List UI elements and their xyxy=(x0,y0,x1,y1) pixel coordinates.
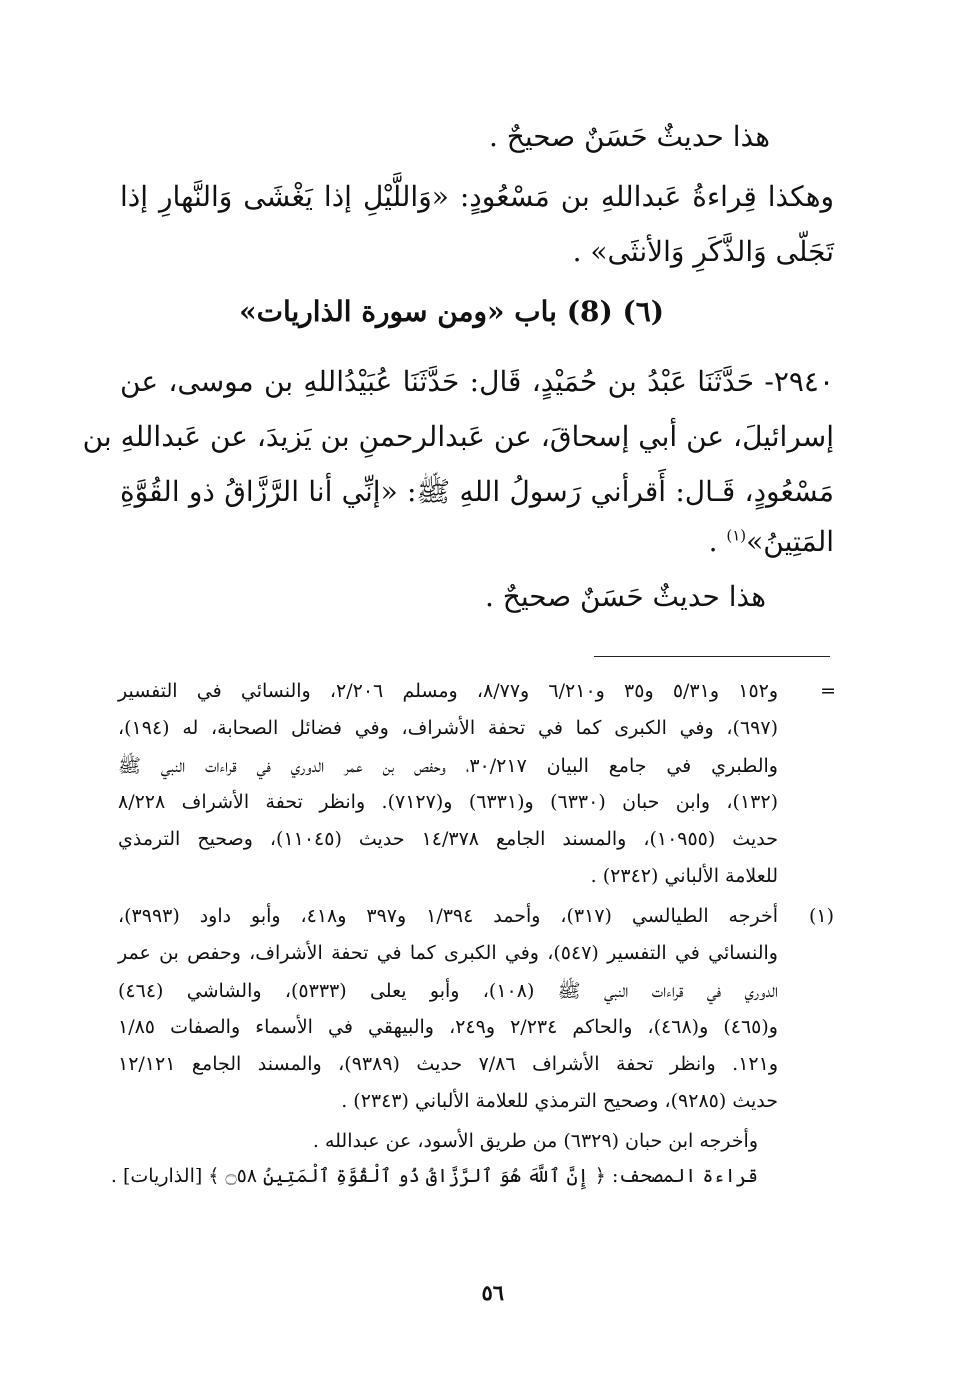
hadith-line-2: إسرائيلَ، عن أبي إسحاقَ، عن عَبدالرحمنِ بن يَزيدَ، عن عَبداللهِ بن xyxy=(82,420,834,453)
footnote-1-extra-2: قراءة المصحف: ﴿ إِنَّ ٱللَّهَ هُوَ ٱلرَّزَّاقُ ذُو ٱلْقُوَّةِ ٱلْمَتِينُ ۝٥٨ ﴾ [الذاريات] . xyxy=(110,1165,758,1187)
main-line-3: تَجَلّى وَالذَّكَرِ وَالأنثَى» . xyxy=(572,235,834,268)
hadith-line-3: مَسْعُودٍ، قَـال: أَقرأني رَسولُ اللهِ ﷺ: «إنِّي أنا الرَّزَّاقُ ذو القُوَّةِ xyxy=(120,475,834,508)
hadith-line-1: ٢٩٤٠- حَدَّثَنَا عَبْدُ بن حُمَيْدٍ، قَال: حَدَّثَنَا عُبَيْدُاللهِ بن موسى، عن xyxy=(120,365,834,398)
footnote-continuation-line: للعلامة الألباني (٢٣٤٢) . xyxy=(590,865,778,887)
footnote-1-line: والنسائي في التفسير (٥٤٧)، وفي الكبرى كما في تحفة الأشراف، وحفص بن عمر xyxy=(118,942,778,964)
footnote-1-line: حديث (٩٢٨٥)، وصحيح الترمذي للعلامة الألباني (٢٣٤٣) . xyxy=(341,1090,778,1112)
section-heading: (٦) (8) باب «ومن سورة الذاريات» xyxy=(239,295,664,328)
page-number: ٥٦ xyxy=(481,1280,504,1305)
footnote-1-line: و١٢١. وانظر تحفة الأشراف ٧/٨٦ حديث (٩٣٨٩)، والمسند الجامع ١٢/١٢١ xyxy=(118,1053,778,1075)
footnote-separator xyxy=(594,656,830,657)
footnote-ref-1[interactable]: (١) xyxy=(726,526,747,545)
footnote-continuation-marker: = xyxy=(820,680,836,702)
footnote-continuation-line: و١٥٢ و٥/٣١ و٣٥ و٦/٢١٠ و٨/٧٧، ومسلم ٢/٢٠٦، والنسائي في التفسير xyxy=(118,680,779,702)
footnote-1-line: و(٤٦٥) و(٤٦٨)، والحاكم ٢/٢٣٤ و٢٤٩، والبيهقي في الأسماء والصفات ١/٨٥ xyxy=(118,1016,778,1038)
hadith-line-4 xyxy=(709,525,834,558)
footnote-1-line: أخرجه الطيالسي (٣١٧)، وأحمد ١/٣٩٤ و٣٩٧ و٤١٨، وأبو داود (٣٩٩٣)، xyxy=(118,905,778,927)
hadith-line-5: هذا حديثٌ حَسَنٌ صحيحٌ . xyxy=(484,580,766,613)
footnote-continuation-line: والطبري في جامع البيان ٣٠/٢١٧، وحفص بن عمر الدوري في قراءات النبي ﷺ xyxy=(118,755,778,777)
footnote-continuation-line: (١٣٢)، وابن حبان (٦٣٣٠) و(٦٣٣١) و(٧١٢٧). وانظر تحفة الأشراف ٨/٢٢٨ xyxy=(118,791,778,813)
main-line-2: وهكذا قِراءةُ عَبداللهِ بن مَسْعُودٍ: «وَاللَّيْلِ إذا يَغْشَى وَالنَّهارِ إذا xyxy=(120,180,834,213)
hadith-line-4-text: المَتِينُ» xyxy=(746,525,834,558)
footnote-1-extra-1: وأخرجه ابن حبان (٦٣٢٩) من طريق الأسود، عن عبدالله . xyxy=(312,1130,758,1152)
hadith-line-4-end: . xyxy=(708,525,727,558)
footnote-1-marker: (١) xyxy=(808,905,834,927)
main-line-1: هذا حديثٌ حَسَنٌ صحيحٌ . xyxy=(488,120,770,153)
footnote-continuation-line: حديث (١٠٩٥٥)، والمسند الجامع ١٤/٣٧٨ حديث (١١٠٤٥)، وصحيح الترمذي xyxy=(118,828,778,850)
footnote-continuation-line: (٦٩٧)، وفي الكبرى كما في تحفة الأشراف، وفي فضائل الصحابة، له (١٩٤)، xyxy=(118,717,778,739)
footnote-1-line: الدوري في قراءات النبي ﷺ (١٠٨)، وأبو يعلى (٥٣٣٣)، والشاشي (٤٦٤) xyxy=(118,980,779,1002)
